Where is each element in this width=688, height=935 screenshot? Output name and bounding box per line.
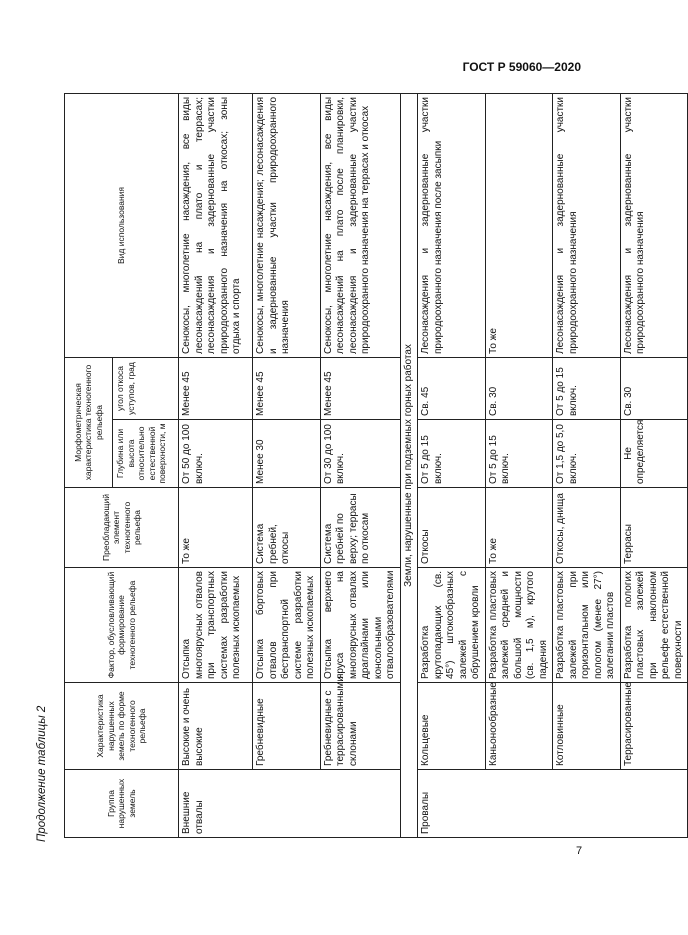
cell-slope: Менее 45: [253, 357, 321, 419]
page-number: 7: [576, 845, 583, 857]
cell-depth: От 30 до 100 включ.: [320, 420, 400, 488]
cell-factor: Отсыпка верхнего яруса на многоярусных отвалах драглайнами или консольными отвалообразователями: [320, 568, 400, 683]
table-row: [553, 93, 621, 837]
cell-shape: Террасированные: [620, 683, 688, 770]
table-row: [620, 93, 688, 837]
cell-use: Сенокосы, многолетние насаждения; лесонасаждения и задернованные участки природоохранного назначения: [253, 93, 321, 357]
cell-element: Система гребней, откосы: [253, 488, 321, 568]
cell-shape: Каньонообразные: [485, 683, 553, 770]
table-row: [485, 93, 553, 837]
cell-use: Лесонасаждения и задернованные участки природоохранного назначения: [553, 93, 621, 357]
cell-slope: Св. 30: [620, 357, 688, 419]
table-row: [418, 93, 486, 837]
cell-depth: Менее 30: [253, 420, 321, 488]
cell-shape: Котловинные: [553, 683, 621, 770]
cell-use: Лесонасаждения и задернованные участки природоохранного назначения: [620, 93, 688, 357]
cell-element: Система гребней по верху; террасы по откосам: [320, 488, 400, 568]
cell-slope: Менее 45: [320, 357, 400, 419]
cell-shape: Кольцевые: [418, 683, 486, 770]
cell-group: Провалы: [418, 770, 688, 838]
cell-factor: Разработка пластовых залежей средней и большой мощности (св. 1,5 м), крутого падения: [485, 568, 553, 683]
header-morpho: Морфометрическая характеристика техногенного рельефа: [65, 357, 113, 487]
land-use-table: [64, 93, 688, 838]
section-row: [400, 93, 418, 837]
cell-element: То же: [179, 488, 253, 568]
cell-factor: Разработка крутопадающих (св. 45°) штокообразных залежей с обрушением кровли: [418, 568, 486, 683]
cell-shape: Гребневидные с террасированными склонами: [320, 683, 400, 770]
header-shape: Характеристика нарушенных земель по форме техногенного рельефа: [65, 683, 179, 770]
cell-slope: Св. 30: [485, 357, 553, 419]
cell-shape: Гребневидные: [253, 683, 321, 770]
header-slope: угол откоса уступов, град: [113, 357, 179, 419]
cell-slope: Менее 45: [179, 357, 253, 419]
header-element: Преобладающий элемент техногенного рельефа: [65, 488, 179, 568]
cell-use: То же: [485, 93, 553, 357]
section-title: Земли, нарушенные при подземных горных работах: [400, 93, 418, 837]
cell-depth: От 50 до 100 включ.: [179, 420, 253, 488]
header-factor: Фактор, обусловливающий формирование техногенного рельефа: [65, 568, 179, 683]
cell-depth: От 5 до 15 включ.: [418, 420, 486, 488]
cell-slope: Св. 45: [418, 357, 486, 419]
cell-element: Откосы, днища: [553, 488, 621, 568]
header-depth: Глубина или высота относительно естественной поверхности, м: [113, 420, 179, 488]
table-continuation-caption: Продолжение таблицы 2: [36, 705, 48, 842]
table-container: [64, 94, 684, 838]
cell-element: То же: [485, 488, 553, 568]
cell-use: Сенокосы, многолетние насаждения, все виды лесонасаждений на плато и террасах; лесонасаждения и задернованные участки природоохранного назначения на откосах; зоны отдыха и спорта: [179, 93, 253, 357]
table-row: [253, 93, 321, 837]
document-number: ГОСТ Р 59060—2020: [462, 60, 581, 74]
cell-use: Лесонасаждения и задернованные участки природоохранного назначения после засыпки: [418, 93, 486, 357]
cell-use: Сенокосы, многолетние насаждения, все виды лесонасаждений на плато после планировки, лесонасаждения и задернованные участки природоохранного назначения на террасах и откосах: [320, 93, 400, 357]
cell-factor: Разработка пластовых залежей при горизонтальном или пологом (менее 27°) залегании пластов: [553, 568, 621, 683]
cell-shape: Высокие и очень высокие: [179, 683, 253, 770]
table-row: [179, 93, 253, 837]
cell-slope: От 5 до 15 включ.: [553, 357, 621, 419]
cell-depth: Не определяется: [620, 420, 688, 488]
cell-group: Внешние отвалы: [179, 770, 401, 838]
header-group: Группа нарушенных земель: [65, 770, 179, 838]
cell-element: Откосы: [418, 488, 486, 568]
cell-depth: От 1,5 до 5,0 включ.: [553, 420, 621, 488]
cell-depth: От 5 до 15 включ.: [485, 420, 553, 488]
cell-element: Террасы: [620, 488, 688, 568]
cell-factor: Разработка пологих пластовых залежей при наклонном рельефе естественной поверхности: [620, 568, 688, 683]
header-use: Вид использования: [65, 93, 179, 357]
cell-factor: Отсыпка многоярусных отвалов при транспортных системах разработки полезных ископаемых: [179, 568, 253, 683]
cell-factor: Отсыпка бортовых отвалов при бестранспортной системе разработки полезных ископаемых: [253, 568, 321, 683]
table-row: [320, 93, 400, 837]
